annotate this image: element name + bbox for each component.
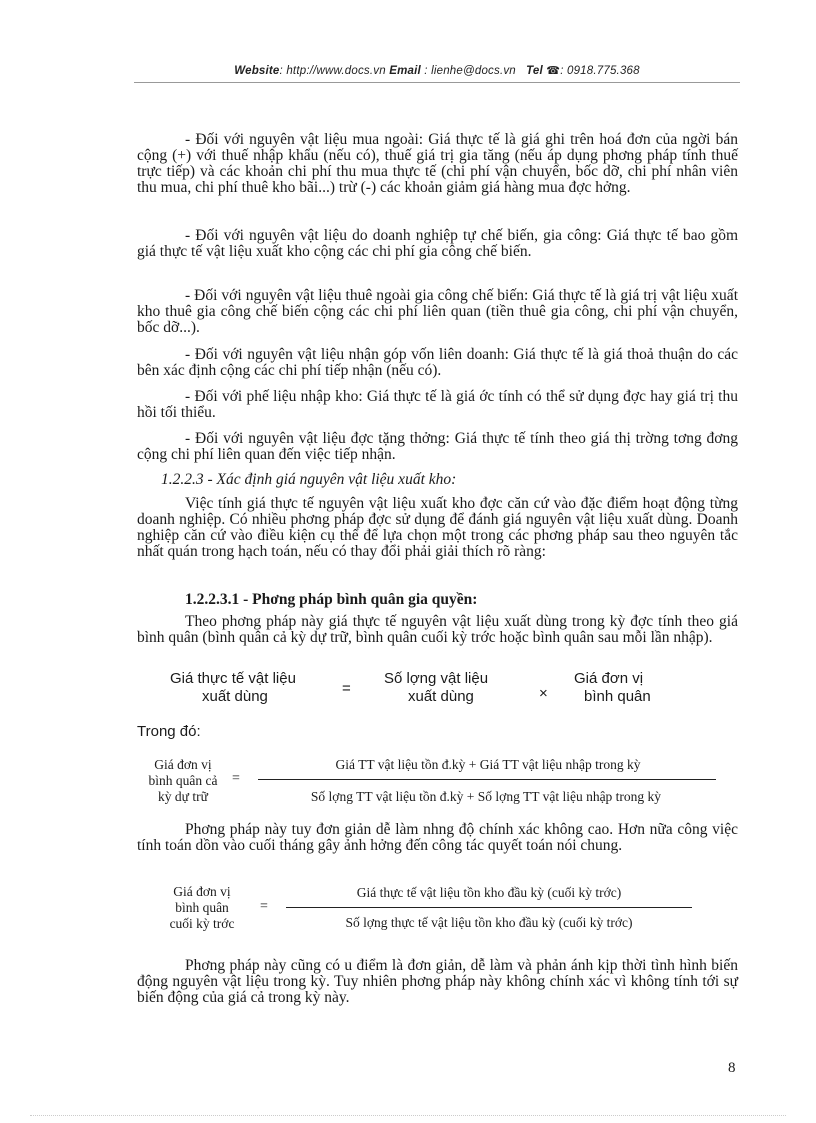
website-label: Website <box>234 65 280 77</box>
email-label: Email <box>389 65 421 77</box>
formula-term3-line2: bình quân <box>584 688 651 705</box>
formula-term3-line1: Giá đơn vị <box>574 670 644 687</box>
formula-avg-lhs-line2: bình quân cả <box>148 773 218 788</box>
formula-term1-line2: xuất dùng <box>202 688 268 705</box>
formula-prev-lhs-line3: cuối kỳ trớc <box>169 916 235 931</box>
formula-avg-equals: = <box>232 771 240 786</box>
formula-avg-lhs-line3: kỳ dự trữ <box>158 789 208 804</box>
formula-prev-denominator: Số lợng thực tế vật liệu tồn kho đầu kỳ (cuối kỳ trớc) <box>345 915 633 930</box>
page-bottom-border <box>30 1115 786 1116</box>
page-number: 8 <box>728 1060 736 1076</box>
formula-equals: = <box>342 680 351 697</box>
trong-do-label: Trong đó: <box>137 723 201 740</box>
header-rule <box>134 82 740 83</box>
paragraph-export-valuation: Việc tính giá thực tế nguyên vật liệu xuất kho đợc căn cứ vào đặc điểm hoạt động từng doanh nghiệp. Có nhiều phơng pháp đợc sử dụng để đánh giá nguyên vật liệu xuất dùng. Doanh nghiệp căn cứ vào điều kiện cụ thể để lựa chọn một trong các phơng pháp sau theo nguyên tắc nhất quán trong hạch toán, nếu có thay đổi phải giải thích rõ ràng: <box>137 495 738 560</box>
section-heading-1223: 1.2.2.3 - Xác định giá nguyên vật liệu xuất kho: <box>161 471 457 488</box>
formula-term2-line1: Số lợng vật liệu <box>384 670 489 687</box>
formula-prev-numerator: Giá thực tế vật liệu tồn kho đầu kỳ (cuối kỳ trớc) <box>356 885 622 900</box>
paragraph-advantages: Phơng pháp này cũng có u điểm là đơn giản, dễ làm và phản ánh kịp thời tình hình biến động nguyên vật liệu trong kỳ. Tuy nhiên phơng pháp này không chính xác vì không tính tới sự biến động của giá cả trong kỳ này. <box>137 957 738 1006</box>
formula-prev-lhs-line2: bình quân <box>175 900 229 915</box>
formula-avg-lhs <box>140 757 226 805</box>
formula-prev-equals: = <box>260 899 268 914</box>
formula-prev-lhs <box>152 884 252 932</box>
phone-icon: ☎ <box>546 65 561 77</box>
formula-prev-fraction-bar <box>286 907 692 908</box>
website-value: : http://www.docs.vn <box>279 65 386 77</box>
paragraph-simple-low-accuracy: Phơng pháp này tuy đơn giản dễ làm nhng độ chính xác không cao. Hơn nữa công việc tính toán dồn vào cuối tháng gây ảnh hởng đến công tác quyết toán nói chung. <box>137 821 738 854</box>
formula-avg-numerator: Giá TT vật liệu tồn đ.kỳ + Giá TT vật liệu nhập trong kỳ <box>335 757 641 772</box>
tel-label: Tel <box>526 65 543 77</box>
paragraph-self-processed: - Đối với nguyên vật liệu do doanh nghiệp tự chế biến, gia công: Giá thực tế bao gồm giá thực tế vật liệu xuất kho cộng các chi phí gia công chế biến. <box>137 227 738 260</box>
paragraph-weighted-average: Theo phơng pháp này giá thực tế nguyên vật liệu xuất dùng trong kỳ đợc tính theo giá bình quân (bình quân cả kỳ dự trữ, bình quân cuối kỳ trớc hoặc bình quân sau mỗi lần nhập). <box>137 613 738 646</box>
paragraph-capital-contribution: - Đối với nguyên vật liệu nhận góp vốn liên doanh: Giá thực tế là giá thoả thuận do các bên xác định cộng các chi phí tiếp nhận (nếu có). <box>137 346 738 379</box>
email-value: : lienhe@docs.vn <box>420 65 516 77</box>
paragraph-outsourced: - Đối với nguyên vật liệu thuê ngoài gia công chế biến: Giá thực tế là giá trị vật liệu xuất kho thuê gia công chế biến cộng các chi phí liên quan (tiền thuê gia công, chi phí vận chuyển, bốc dỡ...). <box>137 287 738 336</box>
tel-value: : 0918.775.368 <box>560 65 640 77</box>
paragraph-scrap: - Đối với phế liệu nhập kho: Giá thực tế là giá ớc tính có thể sử dụng đợc hay giá trị thu hồi tối thiểu. <box>137 388 738 421</box>
formula-avg-lhs-line1: Giá đơn vị <box>154 757 212 772</box>
formula-term1-line1: Giá thực tế vật liệu <box>170 670 296 687</box>
formula-term2-line2: xuất dùng <box>408 688 474 705</box>
page-header <box>134 64 740 77</box>
formula-avg-fraction-bar <box>258 779 716 780</box>
formula-prev-lhs-line1: Giá đơn vị <box>173 884 231 899</box>
paragraph-donated: - Đối với nguyên vật liệu đợc tặng thởng: Giá thực tế tính theo giá thị trờng tơng đơng cộng chi phí liên quan đến việc tiếp nhận. <box>137 430 738 463</box>
formula-avg-denominator: Số lợng TT vật liệu tồn đ.kỳ + Số lợng TT vật liệu nhập trong kỳ <box>310 789 662 804</box>
section-heading-12231: 1.2.2.3.1 - Phơng pháp bình quân gia quyền: <box>185 591 478 608</box>
formula-times: × <box>539 685 548 702</box>
paragraph-purchased-materials: - Đối với nguyên vật liệu mua ngoài: Giá thực tế là giá ghi trên hoá đơn của ngời bán cộng (+) với thuế nhập khẩu (nếu có), thuế giá trị gia tăng (nếu áp dụng phơng pháp tính thuế trực tiếp) và các khoản chi phí thu mua thực tế (chi phí vận chuyển, bốc dỡ, chi phí nhân viên thu mua, chi phí thuê kho bãi...) trừ (-) các khoản giảm giá hàng mua đợc hởng. <box>137 131 738 196</box>
